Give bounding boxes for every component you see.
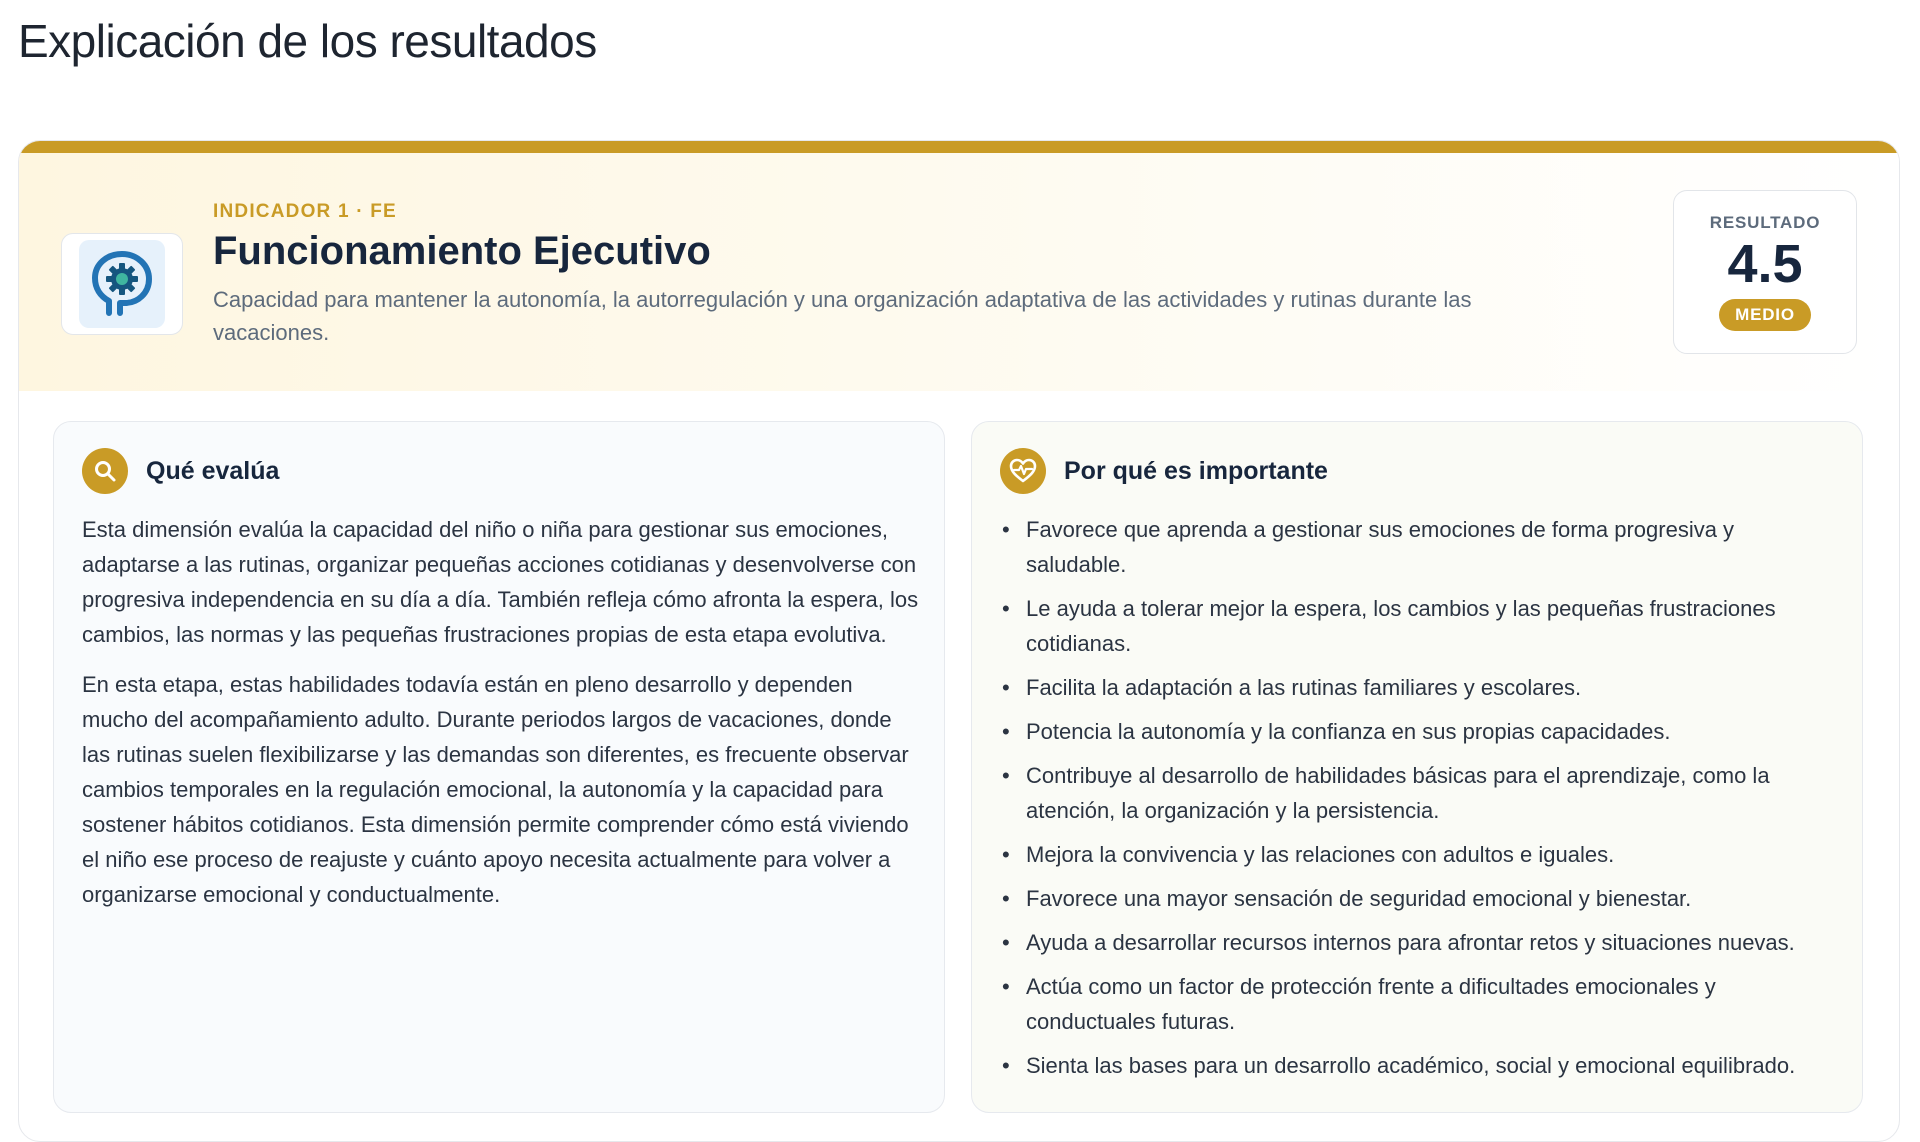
card-accent-bar [19,141,1899,153]
list-item: • Sienta las bases para un desarrollo académico, social y emocional equilibrado. [1000,1048,1840,1083]
result-value: 4.5 [1727,234,1803,294]
list-item: • Contribuye al desarrollo de habilidades básicas para el aprendizaje, como la atención, la organización y la persistencia. [1000,758,1840,828]
result-label: RESULTADO [1709,213,1821,232]
indicator-card [18,140,1900,1142]
evaluates-paragraph: En esta etapa, estas habilidades todavía están en pleno desarrollo y dependen mucho del acompañamiento adulto. Durante periodos largos de vacaciones, donde las rutinas suelen flexibilizarse y las demandas son diferentes, es frecuente observar cambios temporales en la regulación emocional, la autonomía y la capacidad para sostener hábitos cotidianos. Esta dimensión permite comprender cómo está viviendo el niño ese proceso de reajuste y cuánto apoyo necesita actualmente para volver a organizarse emocional y conductualmente. [82,672,909,907]
head-gear-icon [89,249,155,319]
why-important-panel [971,421,1863,1113]
indicator-header [19,153,1899,391]
list-item: • Facilita la adaptación a las rutinas familiares y escolares. [1000,670,1840,705]
indicator-description: Capacidad para mantener la autonomía, la autorregulación y una organización adaptativa de las actividades y rutinas durante las vacaciones. [213,287,1472,345]
search-icon [82,448,128,494]
list-item: • Potencia la autonomía y la confianza en sus propias capacidades. [1000,714,1840,749]
list-item: • Mejora la convivencia y las relaciones con adultos e iguales. [1000,837,1840,872]
result-level-badge: MEDIO [1719,299,1811,331]
heart-pulse-icon [1000,448,1046,494]
page-title: Explicación de los resultados [18,15,597,67]
indicator-kicker: INDICADOR 1 · FE [213,201,397,222]
indicator-title: Funcionamiento Ejecutivo [213,229,711,273]
evaluates-paragraph: Esta dimensión evalúa la capacidad del niño o niña para gestionar sus emociones, adaptarse a las rutinas, organizar pequeñas acciones cotidianas y desenvolverse con progresiva independencia en su día a día. También refleja cómo afronta la espera, los cambios, las normas y las pequeñas frustraciones propias de esta etapa evolutiva. [82,517,919,647]
what-evaluates-panel [53,421,945,1113]
list-item: • Ayuda a desarrollar recursos internos para afrontar retos y situaciones nuevas. [1000,925,1840,960]
indicator-icon-frame [61,233,183,335]
importance-list [1000,512,1840,1083]
what-evaluates-title: Qué evalúa [146,456,280,485]
list-item: • Favorece que aprenda a gestionar sus emociones de forma progresiva y saludable. [1000,512,1840,582]
result-box [1673,190,1857,354]
why-important-title: Por qué es importante [1064,456,1328,485]
list-item: • Le ayuda a tolerar mejor la espera, los cambios y las pequeñas frustraciones cotidianas. [1000,591,1840,661]
list-item: • Actúa como un factor de protección frente a dificultades emocionales y conductuales futuras. [1000,969,1840,1039]
list-item: • Favorece una mayor sensación de seguridad emocional y bienestar. [1000,881,1840,916]
